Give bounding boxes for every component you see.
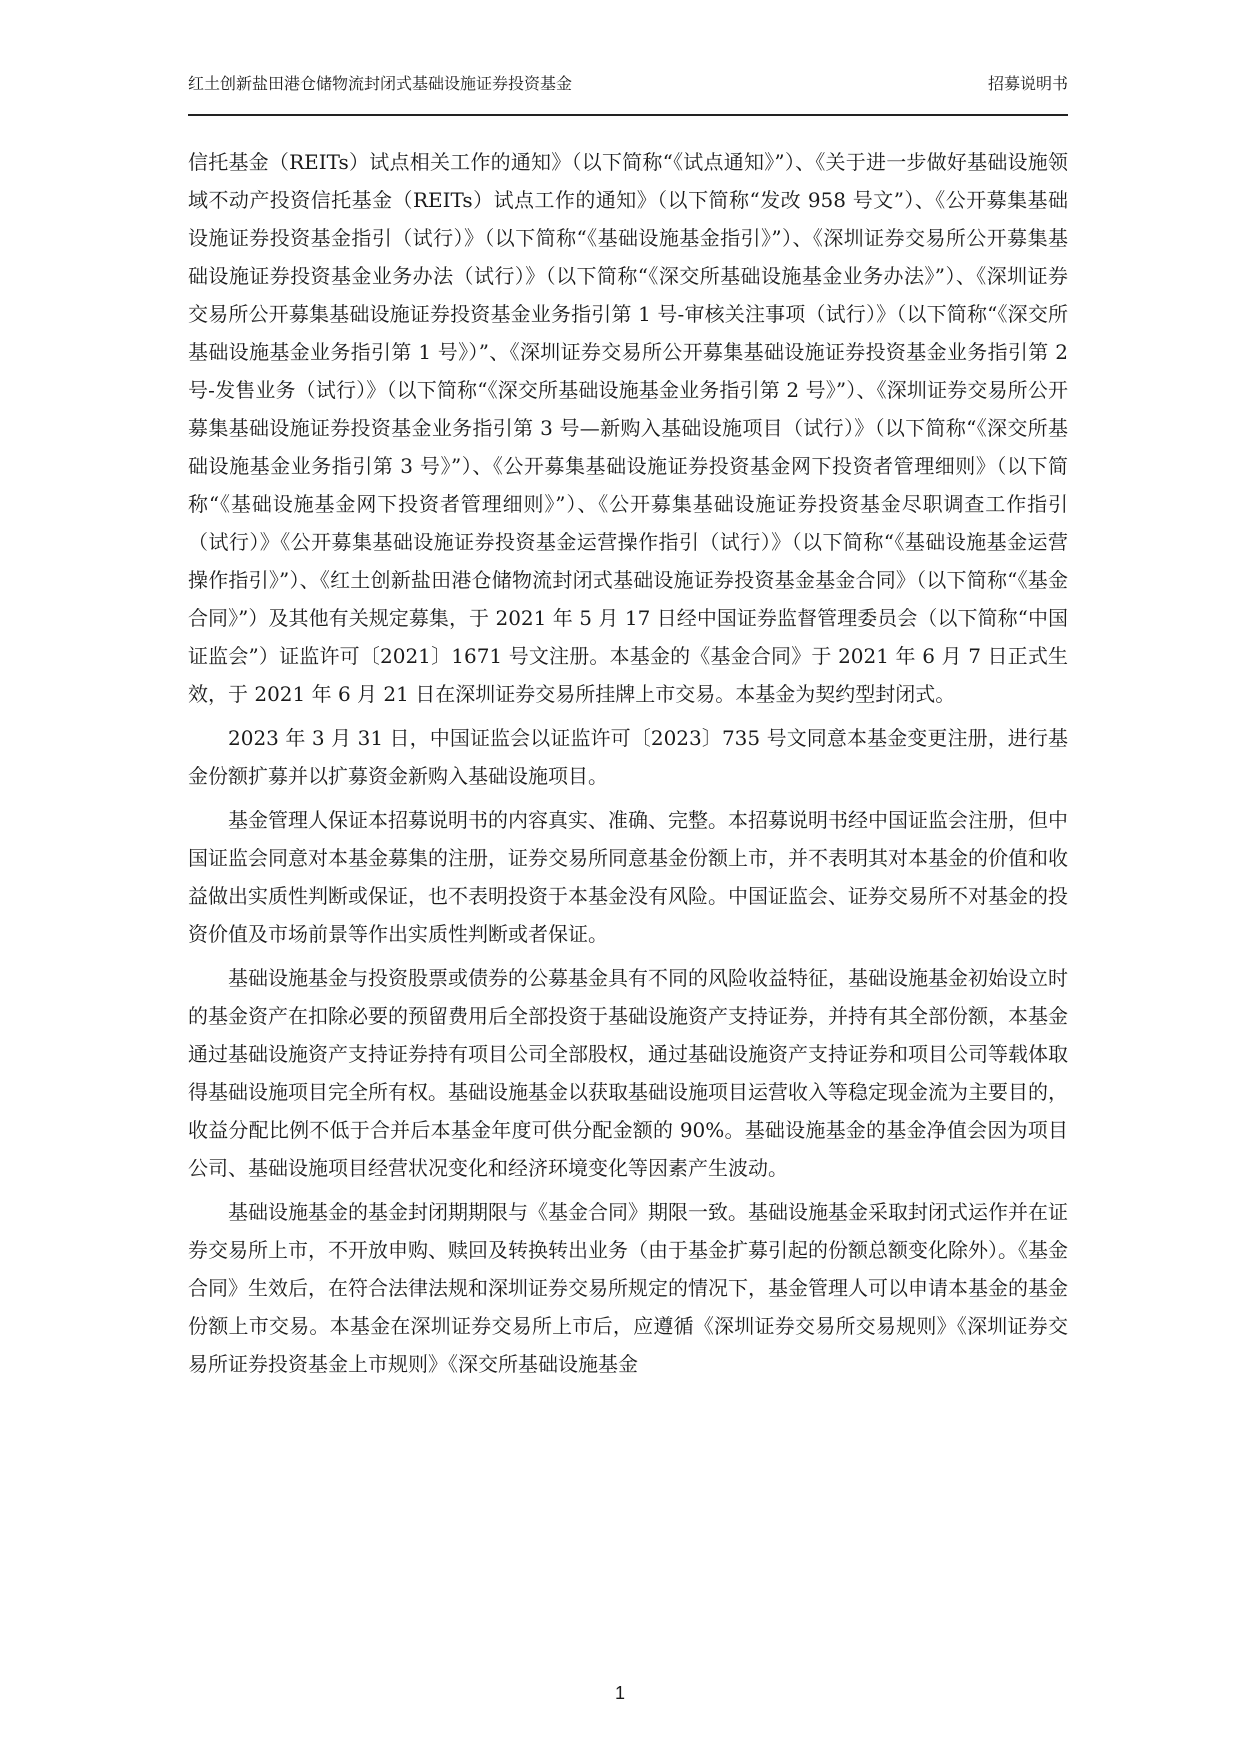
page-header	[188, 74, 1068, 116]
paragraph: 2023 年 3 月 31 日，中国证监会以证监许可〔2023〕735 号文同意本基金变更注册，进行基金份额扩募并以扩募资金新购入基础设施项目。	[188, 726, 1068, 788]
page-number: 1	[614, 1683, 625, 1703]
header-document-title: 红土创新盐田港仓储物流封闭式基础设施证券投资基金	[188, 74, 573, 93]
paragraph: 基础设施基金与投资股票或债券的公募基金具有不同的风险收益特征，基础设施基金初始设立时的基金资产在扣除必要的预留费用后全部投资于基础设施资产支持证券，并持有其全部份额，本基金通过基础设施资产支持证券持有项目公司全部股权，通过基础设施资产支持证券和项目公司等载体取得基础设施项目完全所有权。基础设施基金以获取基础设施项目运营收入等稳定现金流为主要目的，收益分配比例不低于合并后本基金年度可供分配金额的 90%。基础设施基金的基金净值会因为项目公司、基础设施项目经营状况变化和经济环境变化等因素产生波动。	[188, 966, 1068, 1180]
paragraph-continuation: 信托基金（REITs）试点相关工作的通知》（以下简称“《试点通知》”）、《关于进一步做好基础设施领域不动产投资信托基金（REITs）试点工作的通知》（以下简称“发改 958 号文”）、《公开募集基础设施证券投资基金指引（试行）》（以下简称“《基础设施基金指引》”）、《深圳证券交易所公开募集基础设施证券投资基金业务办法（试行）》（以下简称“《深交所基础设施基金业务办法》”）、《深圳证券交易所公开募集基础设施证券投资基金业务指引第 1 号-审核关注事项（试行）》（以下简称“《深交所基础设施基金业务指引第 1 号》）”、《深圳证券交易所公开募集基础设施证券投资基金业务指引第 2 号-发售业务（试行）》（以下简称“《深交所基础设施基金业务指引第 2 号》”）、《深圳证券交易所公开募集基础设施证券投资基金业务指引第 3 号—新购入基础设施项目（试行）》（以下简称“《深交所基础设施基金业务指引第 3 号》”）、《公开募集基础设施证券投资基金网下投资者管理细则》（以下简称“《基础设施基金网下投资者管理细则》”）、《公开募集基础设施证券投资基金尽职调查工作指引（试行）》《公开募集基础设施证券投资基金运营操作指引（试行）》（以下简称“《基础设施基金运营操作指引》”）、《红土创新盐田港仓储物流封闭式基础设施证券投资基金基金合同》（以下简称“《基金合同》”）及其他有关规定募集，于 2021 年 5 月 17 日经中国证券监督管理委员会（以下简称“中国证监会”）证监许可〔2021〕1671 号文注册。本基金的《基金合同》于 2021 年 6 月 7 日正式生效，于 2021 年 6 月 21 日在深圳证券交易所挂牌上市交易。本基金为契约型封闭式。	[188, 150, 1068, 706]
paragraph: 基金管理人保证本招募说明书的内容真实、准确、完整。本招募说明书经中国证监会注册，但中国证监会同意对本基金募集的注册，证券交易所同意基金份额上市，并不表明其对本基金的价值和收益做出实质性判断或保证，也不表明投资于本基金没有风险。中国证监会、证券交易所不对基金的投资价值及市场前景等作出实质性判断或者保证。	[188, 808, 1068, 946]
header-document-type: 招募说明书	[987, 74, 1068, 93]
paragraph: 基础设施基金的基金封闭期期限与《基金合同》期限一致。基础设施基金采取封闭式运作并在证券交易所上市，不开放申购、赎回及转换转出业务（由于基金扩募引起的份额总额变化除外）。《基金合同》生效后，在符合法律法规和深圳证券交易所规定的情况下，基金管理人可以申请本基金的基金份额上市交易。本基金在深圳证券交易所上市后，应遵循《深圳证券交易所交易规则》《深圳证券交易所证券投资基金上市规则》《深交所基础设施基金	[188, 1200, 1068, 1376]
body-text	[188, 143, 1068, 1389]
